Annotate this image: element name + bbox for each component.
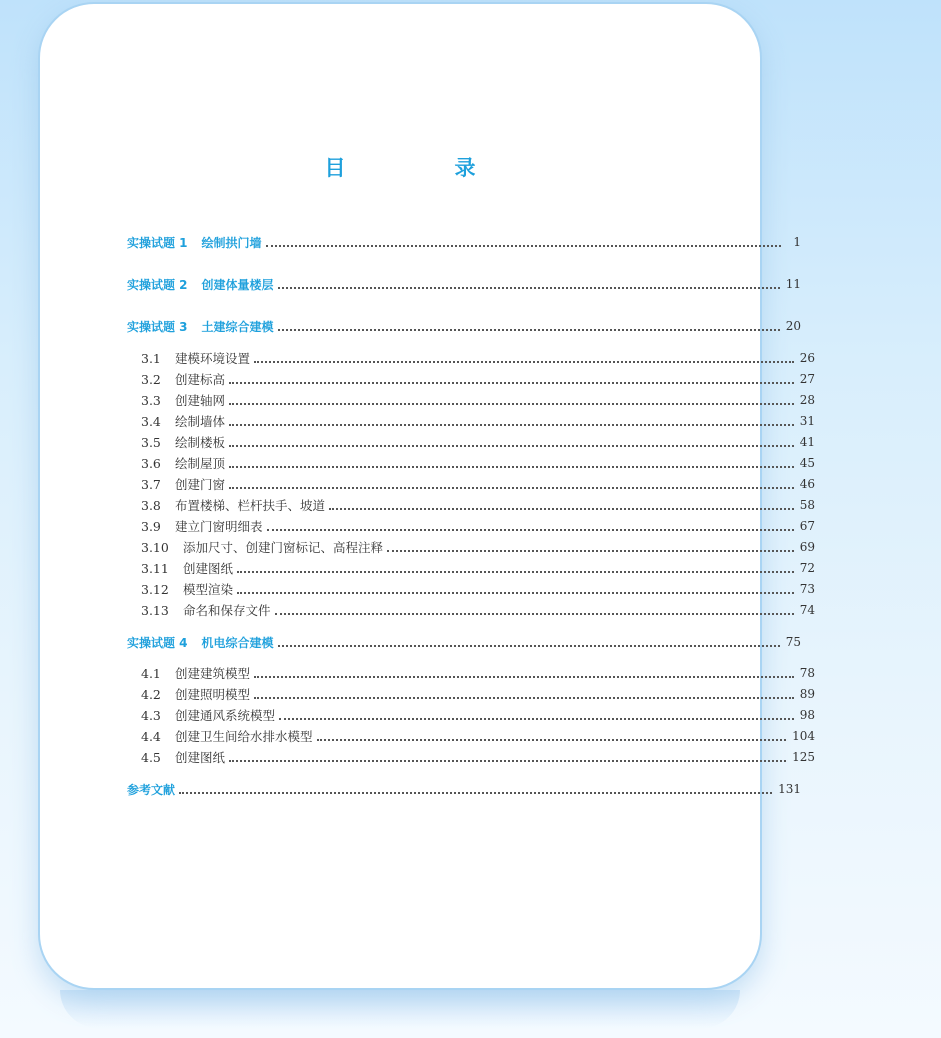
toc-section-entry[interactable]	[0, 390, 941, 410]
dot-leader	[279, 717, 794, 720]
toc-chapter-entry[interactable]	[0, 632, 927, 652]
toc-entry-number: 3.2	[141, 371, 161, 387]
toc-entry-title: 添加尺寸、创建门窗标记、高程注释	[183, 540, 384, 555]
toc-section-entry[interactable]	[0, 411, 941, 431]
toc-entry-number: 4.3	[141, 707, 161, 723]
toc-entry-number: 3.13	[141, 602, 169, 618]
toc-section-entry[interactable]	[0, 369, 941, 389]
toc-entry-number: 3.3	[141, 392, 161, 408]
toc-entry-label	[141, 664, 250, 682]
toc-entry-title: 创建照明模型	[175, 687, 251, 702]
dot-leader	[254, 696, 794, 699]
toc-entry-page-number: 78	[799, 666, 815, 680]
toc-section-entry[interactable]	[0, 432, 941, 452]
toc-entry-label	[127, 781, 175, 798]
toc-section-entry[interactable]	[0, 663, 941, 683]
toc-entry-label	[141, 727, 313, 745]
dot-leader	[229, 402, 794, 405]
toc-entry-label	[141, 496, 325, 514]
toc-entry-label	[141, 685, 250, 703]
toc-entry-page-number: 104	[792, 729, 815, 743]
dot-leader	[229, 465, 794, 468]
toc-entry-title: 土建综合建模	[201, 319, 274, 334]
toc-entry-title: 模型渲染	[183, 582, 234, 597]
toc-entry-number: 3.4	[141, 413, 161, 429]
toc-entry-page-number: 72	[799, 561, 815, 575]
dot-leader	[254, 360, 794, 363]
toc-entry-page-number: 67	[799, 519, 815, 533]
toc-section-entry[interactable]	[0, 705, 941, 725]
toc-entry-label	[141, 412, 225, 430]
toc-entry-page-number: 74	[799, 603, 815, 617]
toc-entry-title: 参考文献	[127, 782, 176, 797]
toc-section-entry[interactable]	[0, 516, 941, 536]
toc-entry-page-number: 1	[793, 235, 801, 249]
toc-entry-title: 创建图纸	[183, 561, 234, 576]
toc-section-entry[interactable]	[0, 537, 941, 557]
toc-entry-label	[141, 370, 225, 388]
toc-section-entry[interactable]	[0, 348, 941, 368]
toc-entry-page-number: 11	[785, 277, 801, 291]
toc-entry-page-number: 131	[778, 782, 801, 796]
toc-chapter-entry[interactable]	[0, 232, 927, 252]
toc-entry-title: 创建轴网	[175, 393, 226, 408]
toc-entry-label	[141, 517, 263, 535]
toc-entry-page-number: 28	[799, 393, 815, 407]
toc-entry-title: 绘制屋顶	[175, 456, 226, 471]
toc-entry-page-number: 58	[799, 498, 815, 512]
toc-entry-number: 3.12	[141, 581, 169, 597]
toc-entry-label	[127, 634, 274, 651]
toc-entry-title: 命名和保存文件	[183, 603, 271, 618]
dot-leader	[229, 423, 794, 426]
toc-entry-label	[141, 454, 225, 472]
toc-entry-title: 创建标高	[175, 372, 226, 387]
toc-entry-title: 建模环境设置	[175, 351, 251, 366]
dot-leader	[254, 675, 794, 678]
dot-leader	[229, 486, 794, 489]
toc-entry-title: 绘制墙体	[175, 414, 226, 429]
toc-entry-title: 绘制拱门墙	[201, 235, 262, 250]
toc-entry-label	[141, 559, 233, 577]
toc-entry-page-number: 27	[799, 372, 815, 386]
dot-leader	[237, 591, 794, 594]
toc-entry-number: 4.2	[141, 686, 161, 702]
toc-entry-number: 3.1	[141, 350, 161, 366]
toc-entry-number: 4.4	[141, 728, 161, 744]
toc-entry-number: 3.11	[141, 560, 169, 576]
toc-entry-label	[141, 538, 383, 556]
toc-entry-title: 创建门窗	[175, 477, 226, 492]
dot-leader	[387, 549, 794, 552]
toc-entry-label	[141, 475, 225, 493]
toc-entry-label	[127, 318, 274, 335]
toc-entry-label	[127, 276, 274, 293]
toc-section-entry[interactable]	[0, 453, 941, 473]
toc-entry-number: 3.7	[141, 476, 161, 492]
toc-entry-page-number: 20	[785, 319, 801, 333]
toc-entry-page-number: 46	[799, 477, 815, 491]
toc-entry-page-number: 125	[792, 750, 815, 764]
toc-chapter-entry[interactable]	[0, 316, 927, 336]
dot-leader	[229, 381, 794, 384]
toc-entry-title: 创建通风系统模型	[175, 708, 276, 723]
toc-entry-title: 创建体量楼层	[201, 277, 274, 292]
toc-chapter-entry[interactable]	[0, 274, 927, 294]
toc-entry-number: 4.1	[141, 665, 161, 681]
dot-leader	[278, 328, 780, 331]
dot-leader	[229, 444, 794, 447]
toc-entry-title: 创建卫生间给水排水模型	[175, 729, 313, 744]
toc-entry-title: 建立门窗明细表	[175, 519, 263, 534]
toc-section-entry[interactable]	[0, 558, 941, 578]
toc-entry-page-number: 89	[799, 687, 815, 701]
toc-entry-label	[141, 391, 225, 409]
toc-entry-number: 3.8	[141, 497, 161, 513]
toc-section-entry[interactable]	[0, 747, 941, 767]
toc-entry-number: 3.5	[141, 434, 161, 450]
dot-leader	[179, 791, 772, 794]
dot-leader	[278, 644, 780, 647]
toc-entry-title: 创建图纸	[175, 750, 226, 765]
toc-entry-number: 实操试题 1	[127, 235, 188, 250]
toc-entry-title: 布置楼梯、栏杆扶手、坡道	[175, 498, 326, 513]
toc-section-entry[interactable]	[0, 474, 941, 494]
toc-entry-number: 3.6	[141, 455, 161, 471]
dot-leader	[266, 244, 781, 247]
toc-entry-page-number: 26	[799, 351, 815, 365]
toc-entry-page-number: 41	[799, 435, 815, 449]
toc-entry-number: 实操试题 2	[127, 277, 188, 292]
toc-entry-label	[141, 580, 233, 598]
toc-entry-page-number: 73	[799, 582, 815, 596]
toc-entry-label	[141, 748, 225, 766]
dot-leader	[329, 507, 794, 510]
toc-entry-page-number: 69	[799, 540, 815, 554]
toc-entry-number: 3.10	[141, 539, 169, 555]
toc-entry-label	[141, 601, 271, 619]
toc-entry-page-number: 31	[799, 414, 815, 428]
toc-section-entry[interactable]	[0, 600, 941, 620]
dot-leader	[267, 528, 794, 531]
toc-entry-number: 实操试题 3	[127, 319, 188, 334]
dot-leader	[229, 759, 786, 762]
toc-entry-page-number: 75	[785, 635, 801, 649]
toc-entry-label	[127, 234, 262, 251]
toc-entry-title: 机电综合建模	[201, 635, 274, 650]
dot-leader	[237, 570, 794, 573]
toc-entry-number: 4.5	[141, 749, 161, 765]
toc-section-entry[interactable]	[0, 726, 941, 746]
dot-leader	[275, 612, 794, 615]
toc-entry-label	[141, 349, 250, 367]
toc-entry-number: 实操试题 4	[127, 635, 188, 650]
toc-entry-title: 创建建筑模型	[175, 666, 251, 681]
toc-entry-label	[141, 433, 225, 451]
toc-entry-label	[141, 706, 275, 724]
toc-entry-number: 3.9	[141, 518, 161, 534]
toc-entry-page-number: 45	[799, 456, 815, 470]
toc-section-entry[interactable]	[0, 495, 941, 515]
toc-chapter-entry[interactable]	[0, 779, 927, 799]
toc-entry-page-number: 98	[799, 708, 815, 722]
dot-leader	[317, 738, 787, 741]
toc-section-entry[interactable]	[0, 579, 941, 599]
dot-leader	[278, 286, 780, 289]
toc-section-entry[interactable]	[0, 684, 941, 704]
page-shadow	[60, 990, 740, 1028]
page-title: 目 录	[324, 156, 520, 180]
toc-entry-title: 绘制楼板	[175, 435, 226, 450]
